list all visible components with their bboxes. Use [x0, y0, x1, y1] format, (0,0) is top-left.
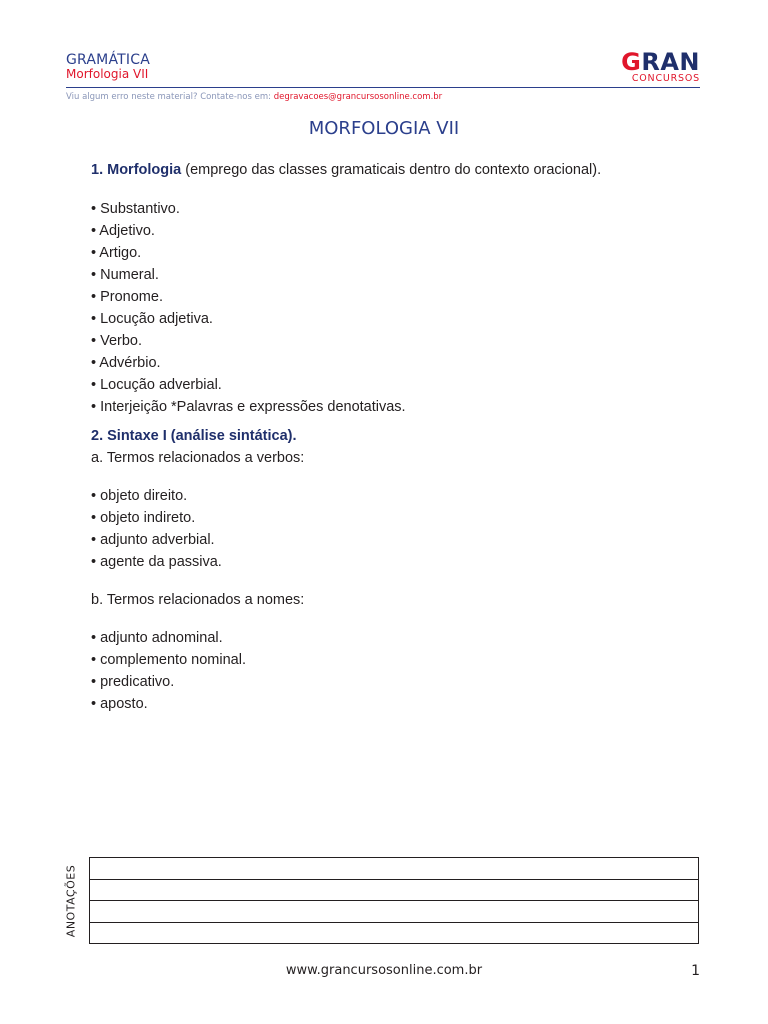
list-item: • Interjeição *Palavras e expressões denotativas.: [91, 399, 406, 415]
list-item: • Advérbio.: [91, 355, 161, 371]
verb-terms-list: [91, 485, 701, 573]
list-item: • Adjetivo.: [91, 223, 155, 239]
list-item: • objeto indireto.: [91, 510, 196, 526]
notes-label: [56, 858, 86, 944]
note-line[interactable]: [90, 858, 698, 880]
spacer: [91, 573, 701, 589]
section1-heading-rest: (emprego das classes gramaticais dentro do contexto oracional).: [181, 162, 602, 178]
contact-email-link[interactable]: degravacoes@grancursosonline.com.br: [273, 92, 443, 102]
noun-terms-list: [91, 627, 701, 715]
list-item: • Verbo.: [91, 333, 143, 349]
subject-title: GRAMÁTICA: [66, 52, 150, 68]
section1-heading-line: [91, 159, 701, 181]
list-item: • predicativo.: [91, 674, 175, 690]
notes-box[interactable]: [89, 857, 699, 944]
list-item: • objeto direito.: [91, 488, 188, 504]
footer-website-link[interactable]: www.grancursosonline.com.br: [285, 963, 483, 978]
gran-logo: [616, 50, 700, 84]
list-item: • Locução adverbial.: [91, 377, 222, 393]
main-content: [91, 159, 701, 715]
spacer: [91, 611, 701, 627]
list-item: • Locução adjetiva.: [91, 311, 213, 327]
section2-sub-b: b. Termos relacionados a nomes:: [91, 592, 305, 608]
list-item: • aposto.: [91, 696, 148, 712]
note-line[interactable]: [90, 901, 698, 923]
section2-heading: 2. Sintaxe I (análise sintática).: [91, 428, 297, 444]
morphology-list: [91, 198, 701, 418]
list-item: • adjunto adnominal.: [91, 630, 223, 646]
spacer: [91, 469, 701, 485]
notes-label-text: ANOTAÇÕES: [64, 864, 78, 938]
list-item: • adjunto adverbial.: [91, 532, 215, 548]
contact-prefix: Viu algum erro neste material? Contate-nos em:: [66, 92, 274, 102]
note-line[interactable]: [90, 923, 698, 945]
page-header: [66, 48, 700, 88]
page-title: MORFOLOGIA VII: [308, 118, 460, 139]
section1-heading: 1. Morfologia: [91, 162, 182, 178]
logo-wordmark: GRAN: [621, 48, 700, 76]
list-item: • Numeral.: [91, 267, 159, 283]
topic-subtitle: Morfologia VII: [66, 67, 149, 81]
logo-g-letter: G: [621, 48, 642, 76]
logo-subtitle: CONCURSOS: [631, 73, 700, 84]
contact-line: [66, 92, 442, 102]
section2-sub-a: a. Termos relacionados a verbos:: [91, 450, 305, 466]
note-line[interactable]: [90, 880, 698, 902]
page-number: 1: [691, 963, 700, 979]
list-item: • Pronome.: [91, 289, 163, 305]
list-item: • agente da passiva.: [91, 554, 222, 570]
list-item: • complemento nominal.: [91, 652, 246, 668]
list-item: • Substantivo.: [91, 201, 180, 217]
list-item: • Artigo.: [91, 245, 142, 261]
